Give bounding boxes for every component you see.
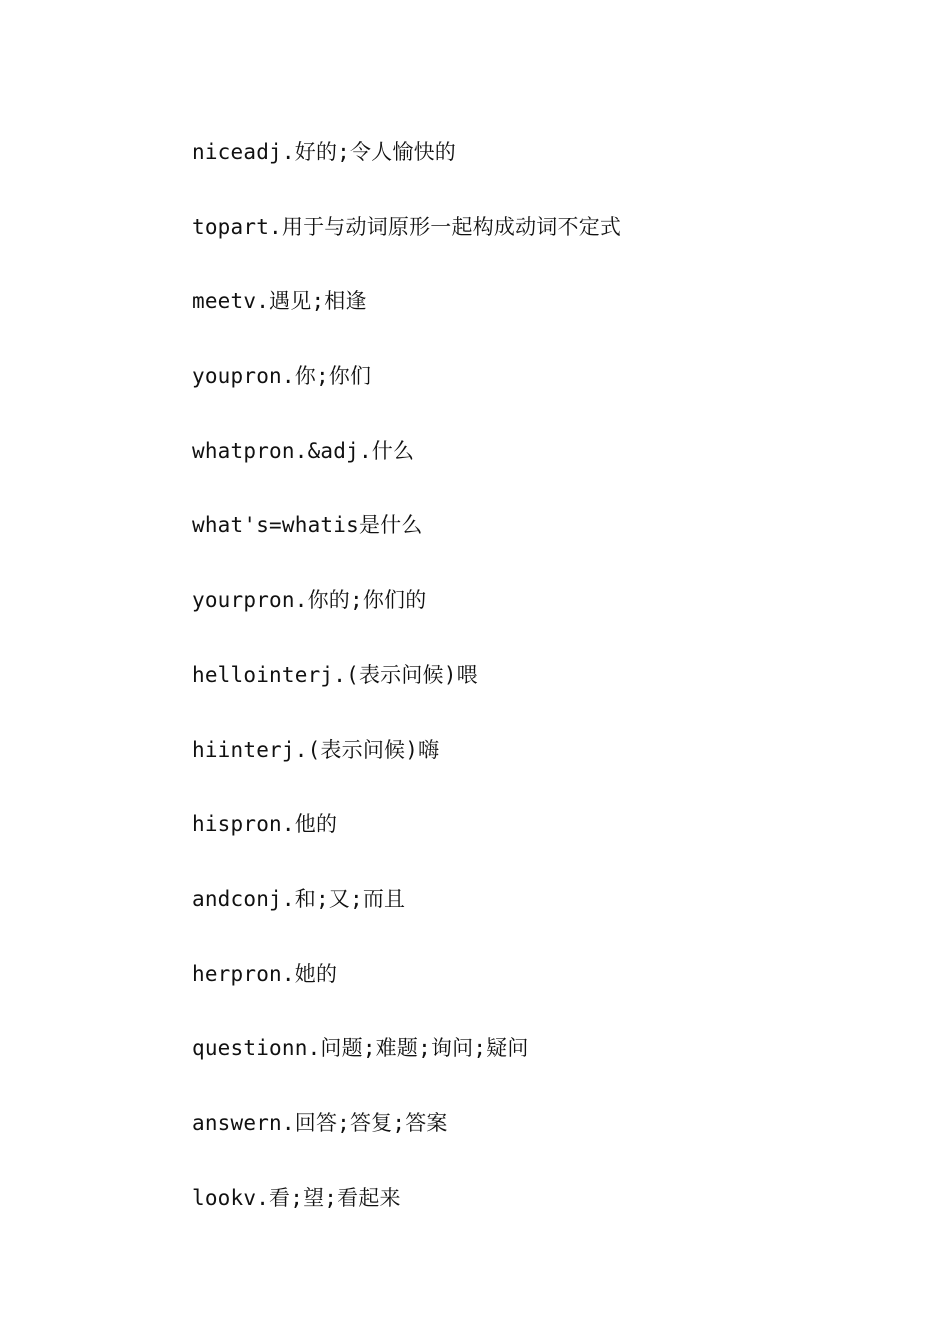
vocab-entry: hiinterj.(表示问候)嗨 xyxy=(192,737,440,762)
vocab-entry: lookv.看;望;看起来 xyxy=(192,1185,401,1210)
vocab-entry: whatpron.&adj.什么 xyxy=(192,438,415,463)
vocab-entry: niceadj.好的;令人愉快的 xyxy=(192,140,456,164)
vocab-entry: youpron.你;你们 xyxy=(192,364,372,389)
vocab-entry: meetv.遇见;相逢 xyxy=(192,289,367,314)
vocabulary-list xyxy=(192,134,621,1254)
vocab-entry: questionn.问题;难题;询问;疑问 xyxy=(192,1036,529,1061)
vocab-entry: what's=whatis是什么 xyxy=(192,513,423,538)
vocab-entry: andconj.和;又;而且 xyxy=(192,886,406,911)
vocab-entry: answern.回答;答复;答案 xyxy=(192,1110,448,1135)
vocab-entry: hispron.他的 xyxy=(192,812,338,837)
vocab-entry: herpron.她的 xyxy=(192,961,338,986)
vocab-entry: topart.用于与动词原形一起构成动词不定式 xyxy=(192,214,622,239)
vocab-entry: hellointerj.(表示问候)喂 xyxy=(192,662,478,687)
vocab-entry: yourpron.你的;你们的 xyxy=(192,588,427,613)
